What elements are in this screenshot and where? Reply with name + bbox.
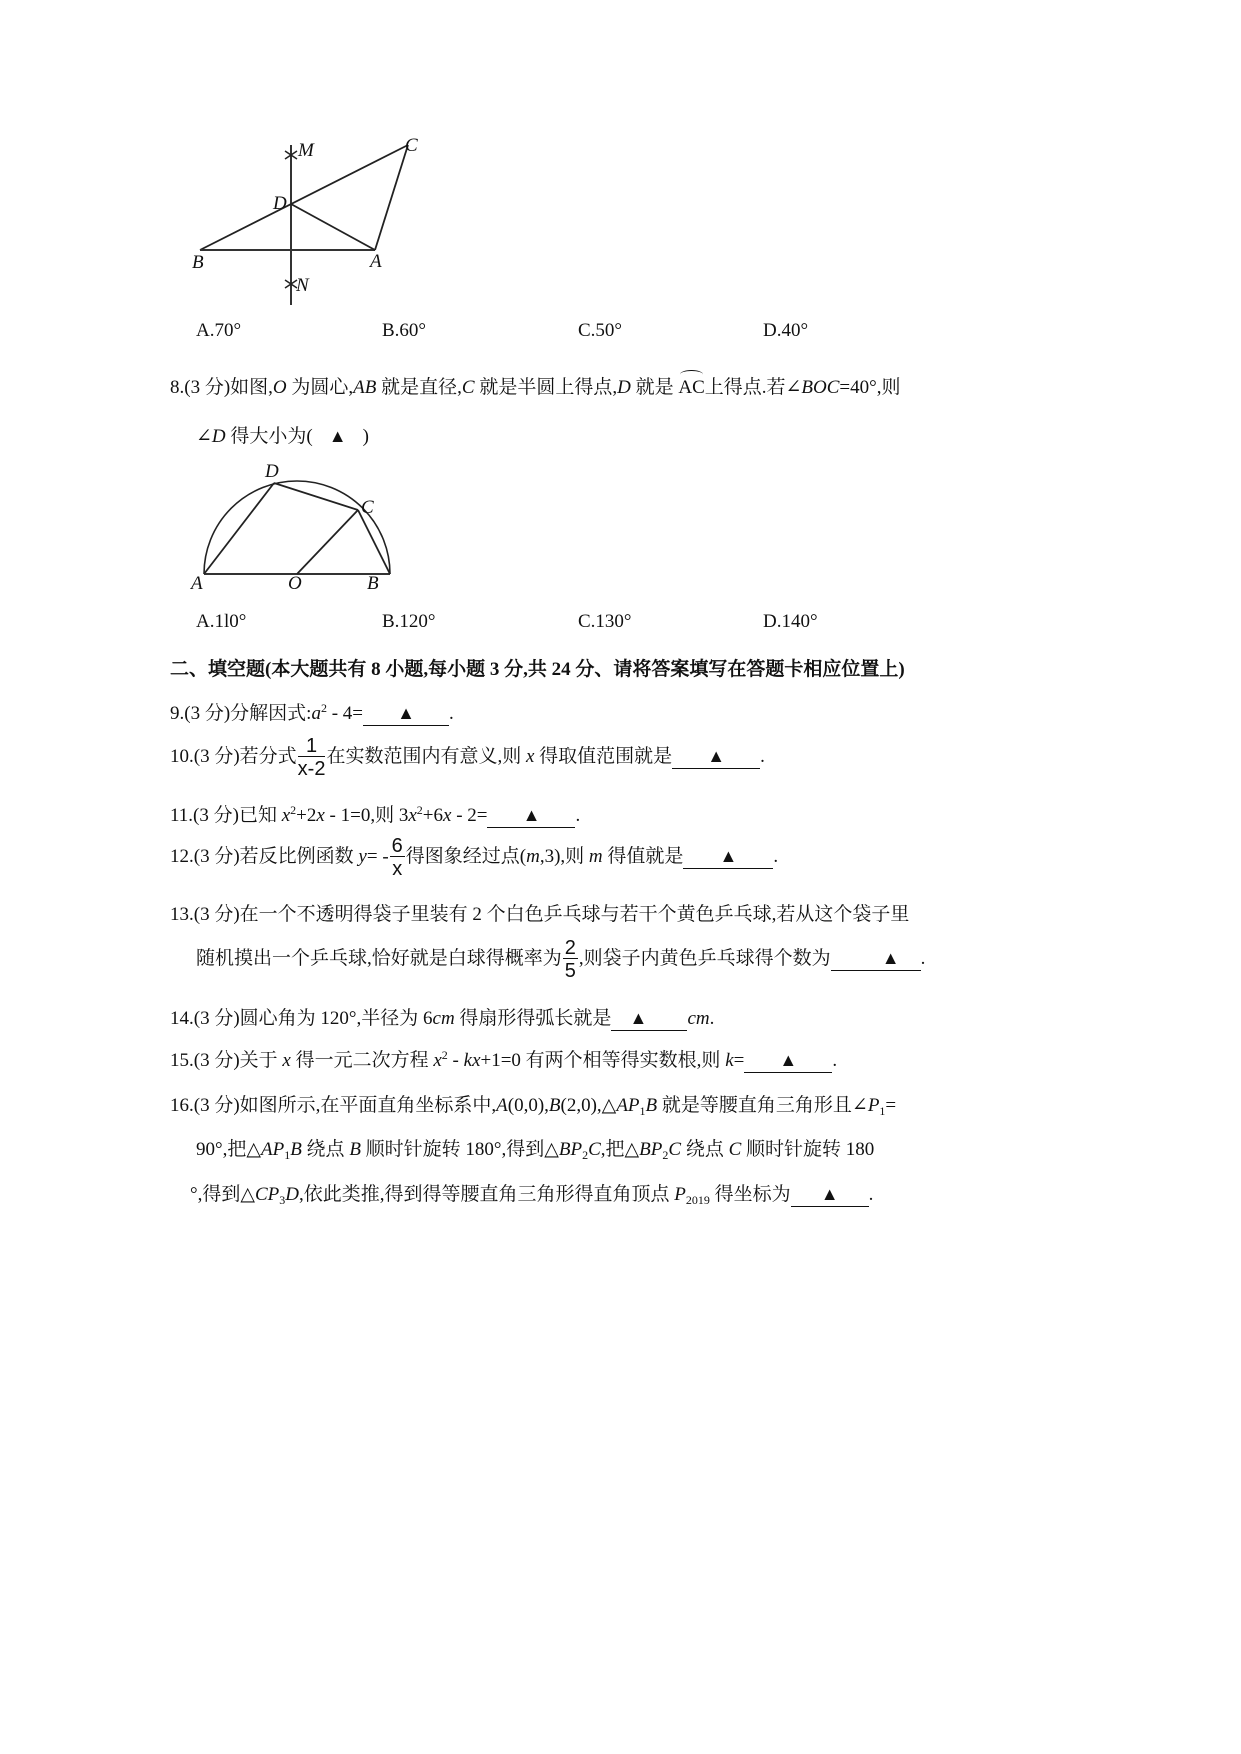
answer-blank <box>683 846 773 869</box>
answer-blank <box>791 1184 869 1207</box>
q16-line3 <box>190 1179 873 1207</box>
segment-ad <box>204 483 274 574</box>
var-a: A <box>496 1095 508 1116</box>
text: . <box>760 745 765 767</box>
segment-dc <box>274 483 358 510</box>
var-x: x <box>316 805 325 826</box>
label-a: A <box>191 573 203 590</box>
q13-line1: 13.(3 分)在一个不透明得袋子里装有 2 个白色乒乓球与若干个黄色乒乓球,若从这个袋子里 <box>170 904 910 925</box>
q10-prefix: 10.(3 分)若分式 <box>170 745 297 767</box>
var-d: D <box>211 426 226 447</box>
var-bp: BP <box>639 1139 663 1160</box>
q8-prefix: 8.(3 分)如图, <box>170 377 273 398</box>
q9 <box>170 698 454 726</box>
unit-cm: cm <box>432 1008 455 1029</box>
var-d: D <box>617 377 631 398</box>
answer-blank <box>831 948 921 971</box>
answer-placeholder: ▲ <box>707 745 726 766</box>
subscript: 1 <box>284 1148 291 1162</box>
text: = <box>366 845 383 867</box>
label-o: O <box>288 573 302 590</box>
text: ,把△ <box>600 1139 640 1160</box>
text: - <box>447 1050 464 1071</box>
var-c: C <box>728 1139 742 1160</box>
var-x: x <box>282 1050 291 1071</box>
q12 <box>170 836 778 879</box>
q15 <box>170 1045 837 1073</box>
q8-option-c: C.130° <box>578 611 632 632</box>
segment-cb <box>358 510 390 574</box>
q8-option-b: B.120° <box>382 611 436 632</box>
text: 上得点.若∠ <box>704 377 802 398</box>
minus-sign: - <box>382 846 389 868</box>
exponent: 2 <box>416 803 423 817</box>
subscript: 2 <box>662 1148 669 1162</box>
var-bp: BP <box>558 1139 583 1160</box>
var-x: x <box>443 805 452 826</box>
var-x: x <box>525 745 535 767</box>
var-k: k <box>725 1050 734 1071</box>
var-p: P <box>674 1184 686 1205</box>
var-a: a <box>311 703 321 724</box>
var-x: x <box>408 805 417 826</box>
label-b: B <box>192 252 204 273</box>
text: 得值就是 <box>602 845 684 867</box>
text: - 1=0,则 3 <box>324 805 409 826</box>
denominator: 5 <box>564 960 576 982</box>
text: 为圆心, <box>286 377 354 398</box>
var-b: B <box>349 1139 361 1160</box>
exponent: 2 <box>441 1048 448 1062</box>
answer-blank <box>744 1050 832 1073</box>
subscript: 2 <box>582 1148 589 1162</box>
text: 得一元二次方程 <box>290 1050 434 1071</box>
numerator: 1 <box>298 736 326 757</box>
answer-blank <box>487 805 575 828</box>
text: +6 <box>422 805 443 826</box>
var-ap: AP <box>260 1139 285 1160</box>
text: 就是 <box>630 377 679 398</box>
q8-option-a: A.1l0° <box>196 611 247 632</box>
var-ab: AB <box>353 377 377 398</box>
q11-prefix: 11.(3 分)已知 <box>170 805 282 826</box>
var-b: B <box>645 1095 658 1116</box>
label-d: D <box>265 461 279 482</box>
var-d: D <box>285 1184 299 1205</box>
var-b: B <box>548 1095 561 1116</box>
text: 在实数范围内有意义,则 <box>326 745 526 767</box>
var-cp: CP <box>254 1184 280 1205</box>
q14-prefix: 14.(3 分)圆心角为 120°,半径为 6 <box>170 1008 433 1029</box>
var-c: C <box>668 1139 682 1160</box>
q10 <box>170 736 765 779</box>
denominator: x <box>392 858 403 880</box>
q16-prefix: 16.(3 分)如图所示,在平面直角坐标系中, <box>170 1095 497 1116</box>
exponent: 2 <box>290 803 297 817</box>
var-c: C <box>588 1139 601 1160</box>
label-m: M <box>298 140 314 161</box>
semicircle-arc <box>204 481 390 574</box>
text: 得扇形得弧长就是 <box>454 1008 612 1029</box>
unit-cm: cm <box>687 1008 710 1029</box>
subscript: 1 <box>639 1104 646 1118</box>
text: 顺时针旋转 180 <box>741 1139 875 1160</box>
answer-blank <box>672 746 760 769</box>
text: . <box>920 947 926 969</box>
denominator: x-2 <box>297 758 326 780</box>
var-m: m <box>526 845 540 867</box>
text: 绕点 <box>681 1139 729 1160</box>
fraction <box>298 736 326 779</box>
q13-line2 <box>196 938 925 981</box>
answer-blank <box>363 703 449 726</box>
text: 90°,把△ <box>196 1139 261 1160</box>
angle-symbol: ∠ <box>196 426 212 447</box>
exponent: 2 <box>320 701 327 715</box>
text: - 4= <box>326 703 363 724</box>
answer-placeholder: ▲ <box>522 805 541 825</box>
var-k: k <box>463 1050 473 1071</box>
var-c: C <box>461 377 475 398</box>
q14 <box>170 1003 714 1031</box>
var-p: P <box>867 1095 880 1116</box>
answer-placeholder: ▲ <box>397 703 415 723</box>
q16-line1 <box>170 1090 896 1117</box>
text: 随机摸出一个乒乓球,恰好就是白球得概率为 <box>196 947 562 969</box>
segment-oc <box>297 510 358 574</box>
text: 就是直径, <box>376 377 462 398</box>
var-o: O <box>272 377 287 398</box>
q7-option-b: B.60° <box>382 320 427 341</box>
text: ,3),则 <box>539 845 589 867</box>
text: = <box>885 1095 897 1116</box>
var-x: x <box>472 1050 481 1071</box>
text: 就是等腰直角三角形且∠ <box>657 1095 868 1116</box>
text: 得图象经过点( <box>405 845 527 867</box>
q8-option-d: D.140° <box>763 611 818 632</box>
segment-da <box>291 204 375 250</box>
text: +2 <box>296 805 317 826</box>
section2-title: 二、填空题(本大题共有 8 小题,每小题 3 分,共 24 分、请将答案填写在答题卡相应位置上) <box>170 659 905 680</box>
text: 得取值范围就是 <box>534 745 673 767</box>
label-d: D <box>273 193 287 214</box>
text: = <box>733 1050 745 1071</box>
label-b: B <box>367 573 379 590</box>
text: (0,0), <box>507 1095 549 1116</box>
subscript: 2019 <box>685 1193 710 1207</box>
figure-q7-triangle <box>185 135 475 345</box>
subscript: 1 <box>879 1104 886 1118</box>
text: . <box>832 1050 838 1071</box>
var-b: B <box>290 1139 302 1160</box>
text: °,得到△ <box>190 1184 255 1205</box>
label-a: A <box>370 251 382 272</box>
var-y: y <box>358 845 367 867</box>
text: 得大小为( <box>225 426 313 447</box>
var-ap: AP <box>616 1095 640 1116</box>
q7-option-d: D.40° <box>763 320 809 341</box>
segment-ca <box>375 145 408 250</box>
label-c: C <box>405 135 418 156</box>
text: - 2= <box>451 805 488 826</box>
label-c: C <box>361 497 374 518</box>
q11 <box>170 800 580 828</box>
text: +1=0 有两个相等得实数根,则 <box>480 1050 726 1071</box>
text: . <box>773 845 779 867</box>
text: 顺时针旋转 180°,得到△ <box>360 1139 559 1160</box>
answer-placeholder: ▲ <box>779 1050 798 1070</box>
numerator: 6 <box>391 835 403 857</box>
text: . <box>709 1008 715 1029</box>
text: ,则袋子内黄色乒乓球得个数为 <box>578 947 831 969</box>
answer-placeholder: ▲ <box>881 947 900 968</box>
text: (2,0),△ <box>560 1095 617 1116</box>
figure-q8-semicircle <box>185 455 405 590</box>
text: . <box>575 805 581 826</box>
q7-option-a: A.70° <box>196 320 242 341</box>
q9-prefix: 9.(3 分)分解因式: <box>170 703 312 724</box>
answer-placeholder: ▲ <box>328 426 347 446</box>
q8-line2 <box>196 421 369 448</box>
text: 绕点 <box>301 1139 350 1160</box>
label-n: N <box>296 275 309 296</box>
text: . <box>448 703 454 724</box>
q16-line2 <box>196 1134 874 1161</box>
text: . <box>868 1184 874 1205</box>
q7-option-c: C.50° <box>578 320 623 341</box>
text: ) <box>362 426 369 447</box>
q8-line1 <box>170 372 901 399</box>
numerator: 2 <box>564 937 576 959</box>
var-m: m <box>588 845 603 867</box>
text: =40°,则 <box>839 377 901 398</box>
var-x: x <box>281 805 291 826</box>
subscript: 3 <box>279 1193 286 1207</box>
text: 得坐标为 <box>709 1184 791 1205</box>
q15-prefix: 15.(3 分)关于 <box>170 1050 283 1071</box>
text: ,依此类推,得到得等腰直角三角形得直角顶点 <box>298 1184 675 1205</box>
answer-placeholder: ▲ <box>719 845 738 866</box>
answer-placeholder: ▲ <box>820 1184 839 1204</box>
fraction <box>563 938 578 981</box>
var-x: x <box>433 1050 442 1071</box>
fraction <box>390 836 405 879</box>
answer-blank <box>611 1008 687 1031</box>
var-boc: BOC <box>801 377 840 398</box>
arc-ac: AC <box>678 377 705 398</box>
answer-placeholder: ▲ <box>629 1008 648 1028</box>
q12-prefix: 12.(3 分)若反比例函数 <box>170 845 359 867</box>
text: 就是半圆上得点, <box>474 377 618 398</box>
